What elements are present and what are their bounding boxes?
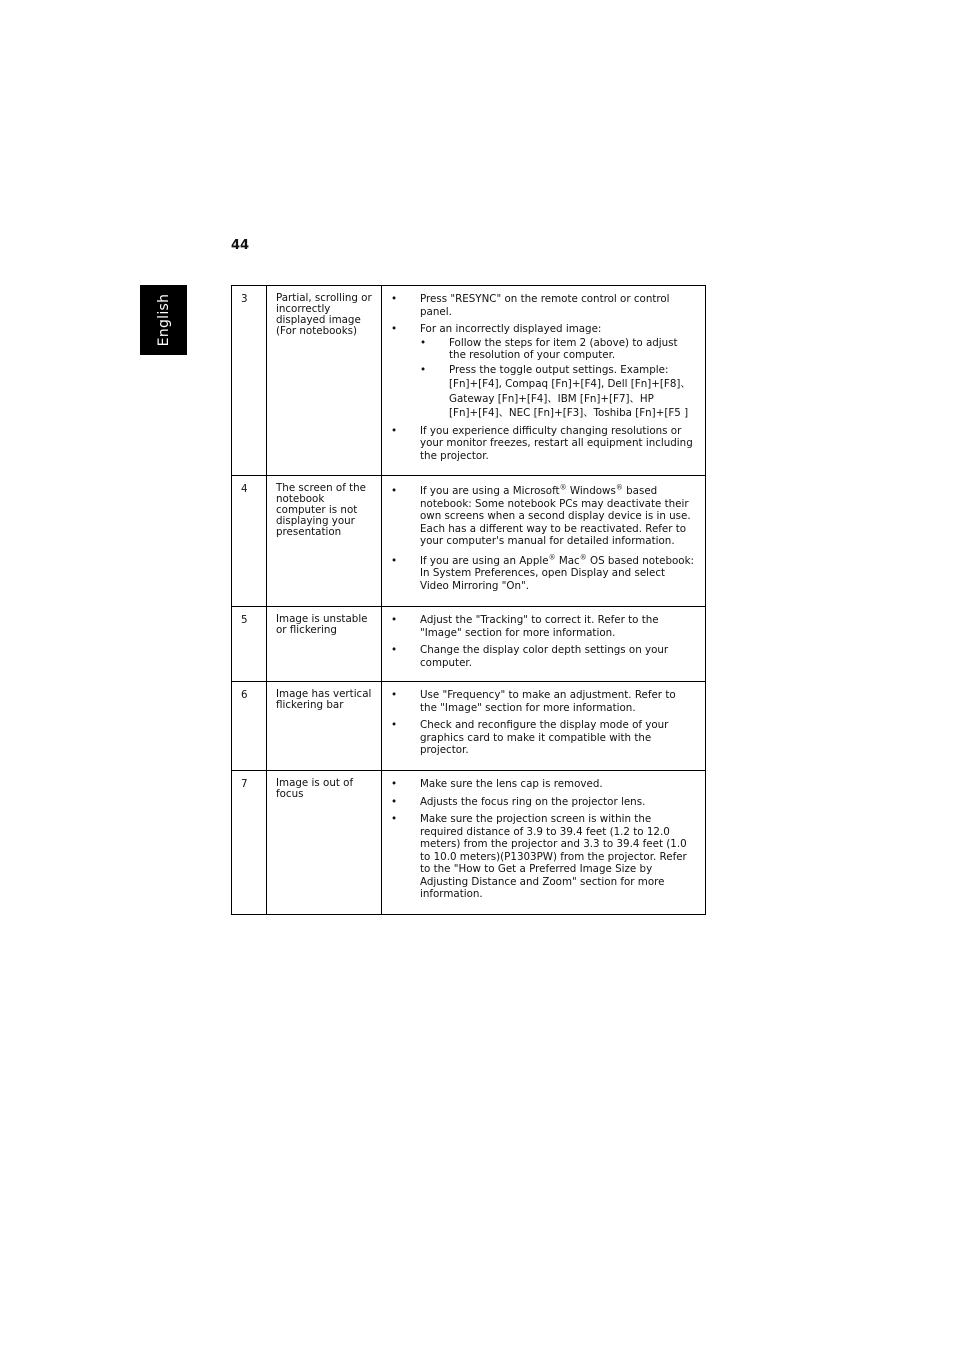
list-item: • Adjust the "Tracking" to correct it. Refer to the "Image" section for more information. <box>391 614 659 639</box>
bullet-icon: • <box>391 719 398 731</box>
table-row <box>232 286 706 476</box>
problem-cell: Image is unstable or flickering <box>267 607 382 682</box>
solution-cell <box>382 476 706 607</box>
language-side-tab <box>140 285 187 355</box>
list-item: • Use "Frequency" to make an adjustment. Refer to the "Image" section for more information. <box>391 689 676 714</box>
list-item: • For an incorrectly displayed image: • Follow the steps for item 2 (above) to adjust the resolution of your computer. • Press the toggle output settings. Example: [Fn]+[F4], Compaq [Fn]+[F4], Dell [Fn]+[F8]、 Gateway [Fn]+[F4]、IBM [Fn]+[F7]、HP [Fn]+[F4]、NEC [Fn]+[F3]、Toshiba [Fn]+[F5 ] <box>382 323 695 420</box>
row-number-cell: 5 <box>232 607 267 682</box>
registered-mark: ® <box>548 553 556 562</box>
list-item: • Change the display color depth settings on your computer. <box>391 644 669 669</box>
solution-cell <box>382 682 706 771</box>
problem-cell: Image has vertical flickering bar <box>267 682 382 771</box>
keyboard-shortcut-examples: [Fn]+[F4], Compaq [Fn]+[F4], Dell [Fn]+[F8]、 Gateway [Fn]+[F4]、IBM [Fn]+[F7]、HP [Fn]+[F4]、NEC [Fn]+[F3]、Toshiba [Fn]+[F5 ] <box>449 378 691 419</box>
bullet-icon: • <box>420 363 427 376</box>
bullet-icon: • <box>391 644 398 656</box>
list-item: • If you are using a Microsoft® Windows® based notebook: Some notebook PCs may deactivate their own screens when a second display device is in use. Each has a different way to be reactivated. Refer to your computer's manual for detailed information. <box>391 483 691 547</box>
bullet-icon: • <box>391 554 398 567</box>
solution-cell <box>382 607 706 682</box>
sub-list <box>420 336 695 420</box>
list-item: • Make sure the projection screen is within the required distance of 3.9 to 39.4 feet (1.2 to 12.0 meters) from the projector and 3.3 to 39.4 feet (1.0 to 10.0 meters)(P1303PW) from the projector. Refer to the "How to Get a Preferred Image Size by Adjusting Distance and Zoom" section for more information. <box>391 813 687 900</box>
bullet-icon: • <box>391 813 398 825</box>
registered-mark: ® <box>579 553 587 562</box>
list-item: • Check and reconfigure the display mode of your graphics card to make it compatible with the projector. <box>391 719 669 756</box>
list-item: • Press "RESYNC" on the remote control or control panel. <box>391 293 670 318</box>
bullet-icon: • <box>391 293 398 305</box>
registered-mark: ® <box>615 483 623 492</box>
table-row <box>232 682 706 771</box>
bullet-icon: • <box>420 336 427 349</box>
list-item: • Make sure the lens cap is removed. <box>391 778 603 790</box>
row-number-cell: 6 <box>232 682 267 771</box>
row-number-cell: 7 <box>232 771 267 915</box>
bullet-icon: • <box>391 689 398 701</box>
side-tab-label: English <box>155 293 172 347</box>
registered-mark: ® <box>559 483 567 492</box>
list-item: • Press the toggle output settings. Example: [Fn]+[F4], Compaq [Fn]+[F4], Dell [Fn]+[F8]、 Gateway [Fn]+[F4]、IBM [Fn]+[F7]、HP [Fn]+[F4]、NEC [Fn]+[F3]、Toshiba [Fn]+[F5 ] <box>420 364 695 420</box>
page-number: 44 <box>231 238 250 253</box>
table-row <box>232 607 706 682</box>
solution-list <box>382 771 705 909</box>
troubleshooting-table <box>231 285 706 915</box>
solution-cell <box>382 286 706 476</box>
problem-cell: Partial, scrolling or incorrectly displayed image (For notebooks) <box>267 286 382 476</box>
solution-list <box>382 476 705 600</box>
list-item: • If you experience difficulty changing resolutions or your monitor freezes, restart all equipment including the projector. <box>391 424 693 462</box>
solution-list <box>382 607 705 677</box>
row-number-cell: 3 <box>232 286 267 476</box>
solution-list <box>382 682 705 765</box>
solution-cell <box>382 771 706 915</box>
bullet-icon: • <box>391 323 398 335</box>
bullet-icon: • <box>391 614 398 626</box>
bullet-icon: • <box>391 778 398 790</box>
bullet-icon: • <box>391 424 398 437</box>
bullet-icon: • <box>391 485 398 497</box>
problem-cell: The screen of the notebook computer is not displaying your presentation <box>267 476 382 607</box>
table-row <box>232 771 706 915</box>
bullet-icon: • <box>391 795 398 808</box>
list-item: • Adjusts the focus ring on the projector lens. <box>391 795 646 808</box>
list-item: • Follow the steps for item 2 (above) to adjust the resolution of your computer. <box>420 336 678 361</box>
problem-cell: Image is out of focus <box>267 771 382 915</box>
solution-list <box>382 286 705 470</box>
list-item: • If you are using an Apple® Mac® OS based notebook: In System Preferences, open Display and select Video Mirroring "On". <box>391 553 695 592</box>
row-number-cell: 4 <box>232 476 267 607</box>
table-row <box>232 476 706 607</box>
